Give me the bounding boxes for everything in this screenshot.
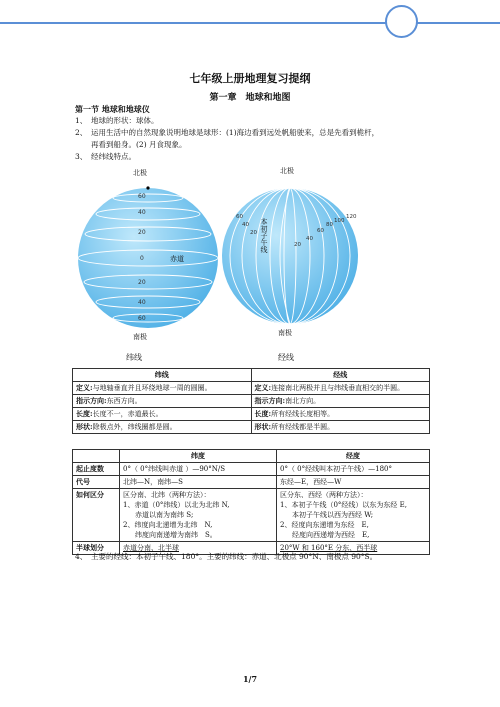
- header-line: [0, 22, 500, 24]
- parallel-meridian-table: [72, 368, 430, 434]
- list-item: 3、 经纬线特点。: [75, 152, 136, 161]
- svg-text:60: 60: [138, 315, 146, 322]
- svg-text:40: 40: [138, 299, 146, 306]
- prime-meridian-label: 本初子午线: [260, 218, 268, 253]
- list-item-continuation: 再看到船身。(2) 月食现象。: [91, 140, 187, 149]
- north-pole-label: 北极: [133, 169, 147, 177]
- svg-text:40: 40: [242, 222, 249, 228]
- table-header: 经线: [251, 369, 430, 382]
- longitude-caption: 经线: [278, 353, 294, 362]
- north-pole-label: 北极: [280, 167, 294, 175]
- table-row: 指示方向:东西方向。 指示方向:南北方向。: [73, 395, 430, 408]
- svg-text:0: 0: [140, 255, 144, 262]
- list-item: 4、 主要的经线：本初子午线、180°。主要的纬线：赤道、北极点 90°N、南极点 90°S。: [75, 552, 378, 561]
- equator-label: 赤道: [170, 255, 184, 263]
- latitude-caption: 纬线: [126, 353, 142, 362]
- south-pole-label: 南极: [133, 333, 147, 341]
- table-header: [73, 450, 120, 463]
- svg-text:60: 60: [236, 214, 243, 220]
- latitude-globe: [78, 168, 228, 348]
- svg-text:40: 40: [138, 209, 146, 216]
- south-pole-label: 南极: [278, 329, 292, 337]
- svg-text:40: 40: [306, 236, 313, 242]
- longitude-globe: [222, 168, 372, 348]
- svg-text:60: 60: [317, 228, 324, 234]
- table-row: 定义:与地轴垂直并且环绕地球一周的圆圈。 定义:连接南北两极并且与纬线垂直相交的半圆。: [73, 382, 430, 395]
- section-heading: 第一节 地球和地球仪: [75, 104, 150, 114]
- chapter-heading: 第一章 地球和地图: [209, 93, 291, 103]
- list-item: 1、 地球的形状：球体。: [75, 116, 159, 125]
- latitude-longitude-table: [72, 449, 430, 555]
- header-circle-ornament: [385, 5, 418, 38]
- table-header: 纬线: [73, 369, 252, 382]
- table-row: 形状:除极点外，纬线圈都是圆。 形状:所有经线都是半圆。: [73, 421, 430, 434]
- table-header: 纬度: [120, 450, 277, 463]
- svg-text:20: 20: [250, 230, 257, 236]
- svg-text:60: 60: [138, 193, 146, 200]
- svg-text:20: 20: [138, 229, 146, 236]
- table-row: 半球划分 赤道分南、北半球 20°W 和 160°E 分东、西半球: [73, 542, 430, 555]
- page-number: 1/7: [242, 674, 258, 684]
- svg-text:20: 20: [138, 279, 146, 286]
- table-row: 长度:长度不一，赤道最长。 长度:所有经线长度相等。: [73, 408, 430, 421]
- table-header: 经度: [277, 450, 430, 463]
- table-row: 如何区分 区分南、北纬（两种方法）： 1、赤道（0°纬线）以北为北纬 N, 赤道以南为南纬 S; 2、纬度向北递增为北纬 N, 纬度向南递增为南纬 S。 区分东、西经（两种方法）： 1、本初子午线（0°经线）以东为东经 E, 本初子午线以西为西经 W; 2、经度向东递增为东经 E, 经度向西递增为西经 E,: [73, 489, 430, 542]
- svg-text:80: 80: [326, 222, 333, 228]
- svg-text:20: 20: [294, 242, 301, 248]
- svg-text:100: 100: [334, 218, 345, 224]
- svg-text:120: 120: [346, 214, 357, 220]
- list-item: 2、 运用生活中的自然现象说明地球是球形：(1)海边看到远处帆船驶来，总是先看到桅杆，: [75, 128, 380, 137]
- table-row: 起止度数 0°（ 0°纬线叫赤道 ）—90°N/S 0°（ 0°经线叫本初子午线）—180°: [73, 463, 430, 476]
- document-title: 七年级上册地理复习提纲: [189, 72, 311, 85]
- table-row: 代号 北纬—N，南纬—S 东经—E，西经—W: [73, 476, 430, 489]
